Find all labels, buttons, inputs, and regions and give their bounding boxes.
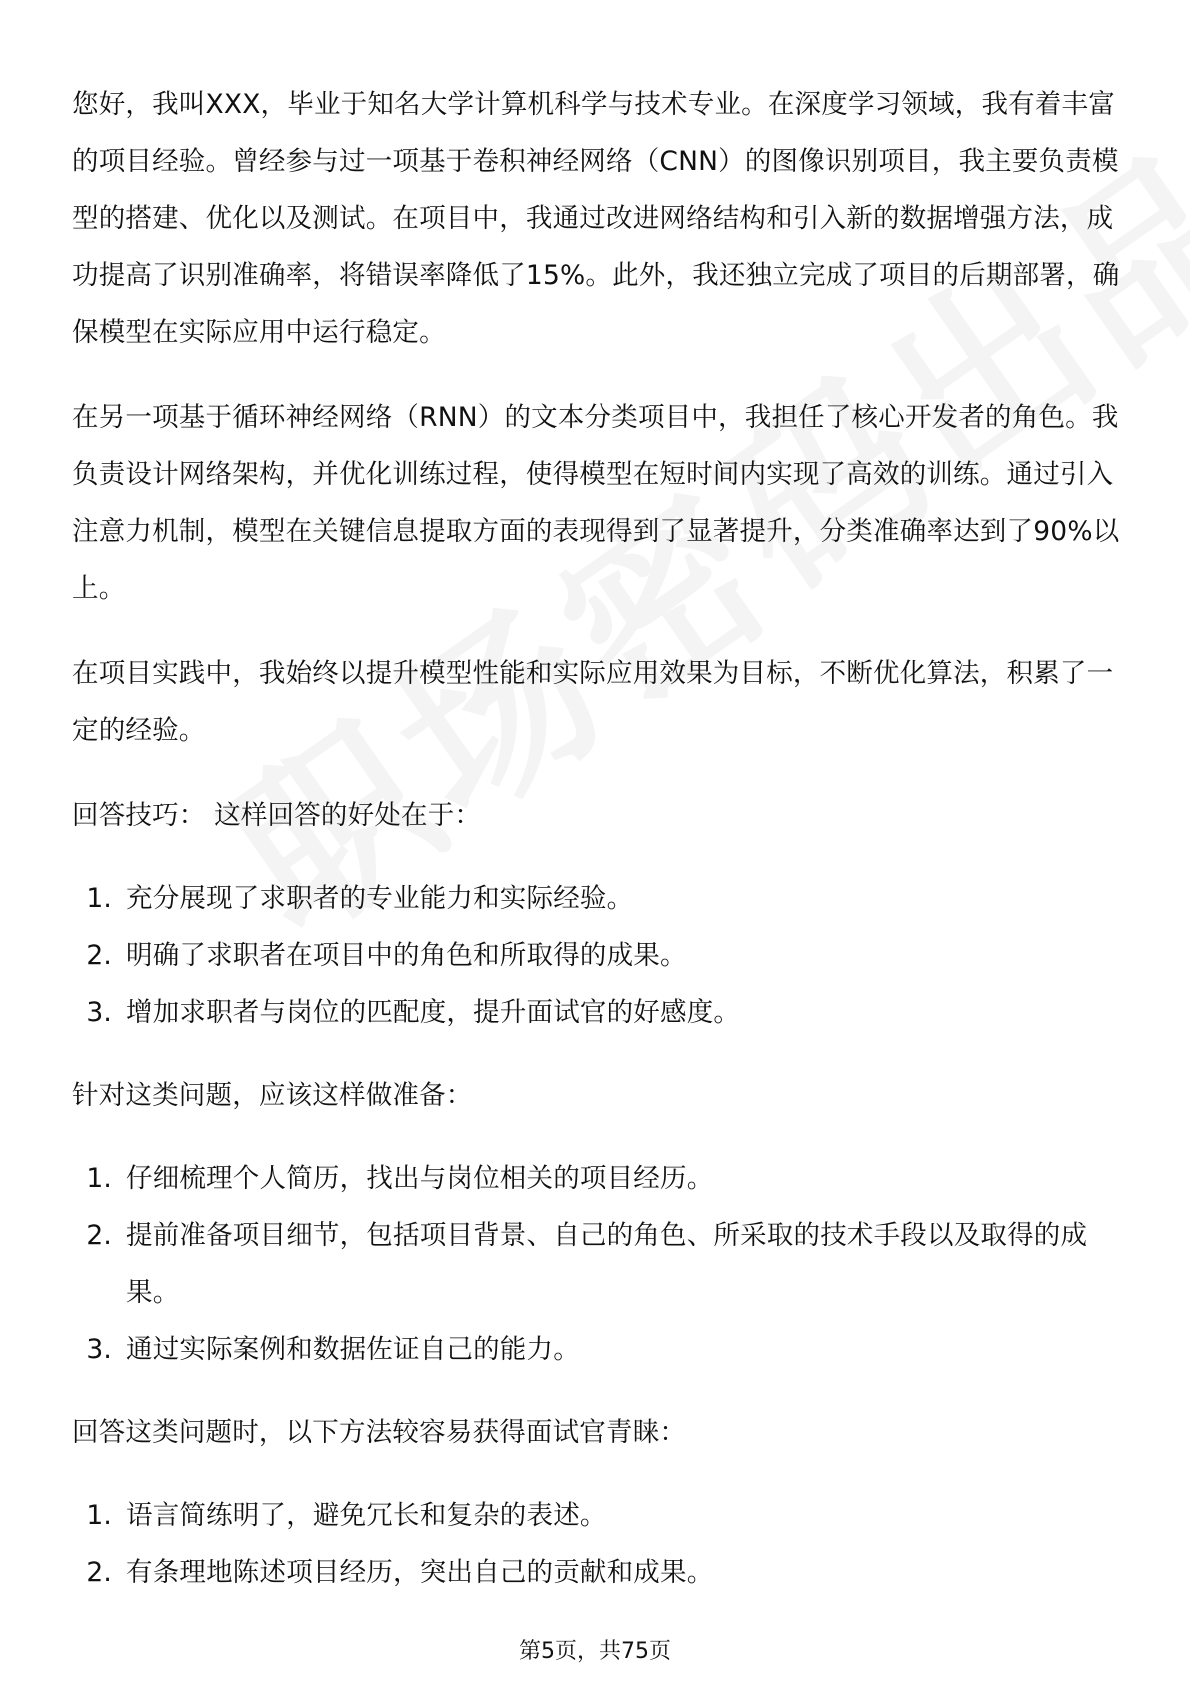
list-text: 明确了求职者在项目中的角色和所取得的成果。 (126, 940, 687, 971)
list-item (72, 870, 1122, 927)
page-footer: 第5页，共75页 (519, 1639, 671, 1664)
list-item (72, 1150, 1122, 1207)
paragraph-summary: 在项目实践中，我始终以提升模型性能和实际应用效果为目标，不断优化算法，积累了一定的经验。 (72, 658, 1114, 746)
list-number: 3. (86, 1334, 112, 1365)
paragraph-rnn-project: 在另一项基于循环神经网络（RNN）的文本分类项目中，我担任了核心开发者的角色。我负责设计网络架构，并优化训练过程，使得模型在短时间内实现了高效的训练。通过引入注意力机制，模型在关键信息提取方面的表现得到了显著提升，分类准确率达到了90%以上。 (72, 402, 1120, 604)
tips-list (72, 870, 1122, 1041)
list-item (72, 927, 1122, 984)
methods-list (72, 1487, 1122, 1601)
tips-heading: 回答技巧： 这样回答的好处在于： (72, 800, 482, 831)
prep-list (72, 1150, 1122, 1378)
list-text: 增加求职者与岗位的匹配度，提升面试官的好感度。 (126, 997, 741, 1028)
list-item (72, 1544, 1122, 1601)
list-text: 充分展现了求职者的专业能力和实际经验。 (126, 883, 634, 914)
list-text: 有条理地陈述项目经历，突出自己的贡献和成果。 (126, 1557, 714, 1588)
list-text: 提前准备项目细节，包括项目背景、自己的角色、所采取的技术手段以及取得的成果。 (126, 1220, 1088, 1308)
list-number: 1. (86, 883, 112, 914)
list-number: 1. (86, 1163, 112, 1194)
methods-heading: 回答这类问题时，以下方法较容易获得面试官青睐： (72, 1417, 687, 1448)
paragraph-intro: 您好，我叫XXX，毕业于知名大学计算机科学与技术专业。在深度学习领域，我有着丰富的项目经验。曾经参与过一项基于卷积神经网络（CNN）的图像识别项目，我主要负责模型的搭建、优化以及测试。在项目中，我通过改进网络结构和引入新的数据增强方法，成功提高了识别准确率，将错误率降低了15%。此外，我还独立完成了项目的后期部署，确保模型在实际应用中运行稳定。 (72, 89, 1120, 348)
list-number: 1. (86, 1500, 112, 1531)
list-number: 2. (86, 1557, 112, 1588)
list-item (72, 1487, 1122, 1544)
list-number: 3. (86, 997, 112, 1028)
list-item (72, 1321, 1122, 1378)
prep-heading: 针对这类问题，应该这样做准备： (72, 1080, 473, 1111)
list-text: 仔细梳理个人简历，找出与岗位相关的项目经历。 (126, 1163, 714, 1194)
list-text: 通过实际案例和数据佐证自己的能力。 (126, 1334, 580, 1365)
document-body (72, 76, 1122, 1627)
list-number: 2. (86, 940, 112, 971)
list-number: 2. (86, 1220, 112, 1251)
list-item (72, 1207, 1122, 1321)
list-text: 语言简练明了，避免冗长和复杂的表述。 (126, 1500, 607, 1531)
list-item (72, 984, 1122, 1041)
